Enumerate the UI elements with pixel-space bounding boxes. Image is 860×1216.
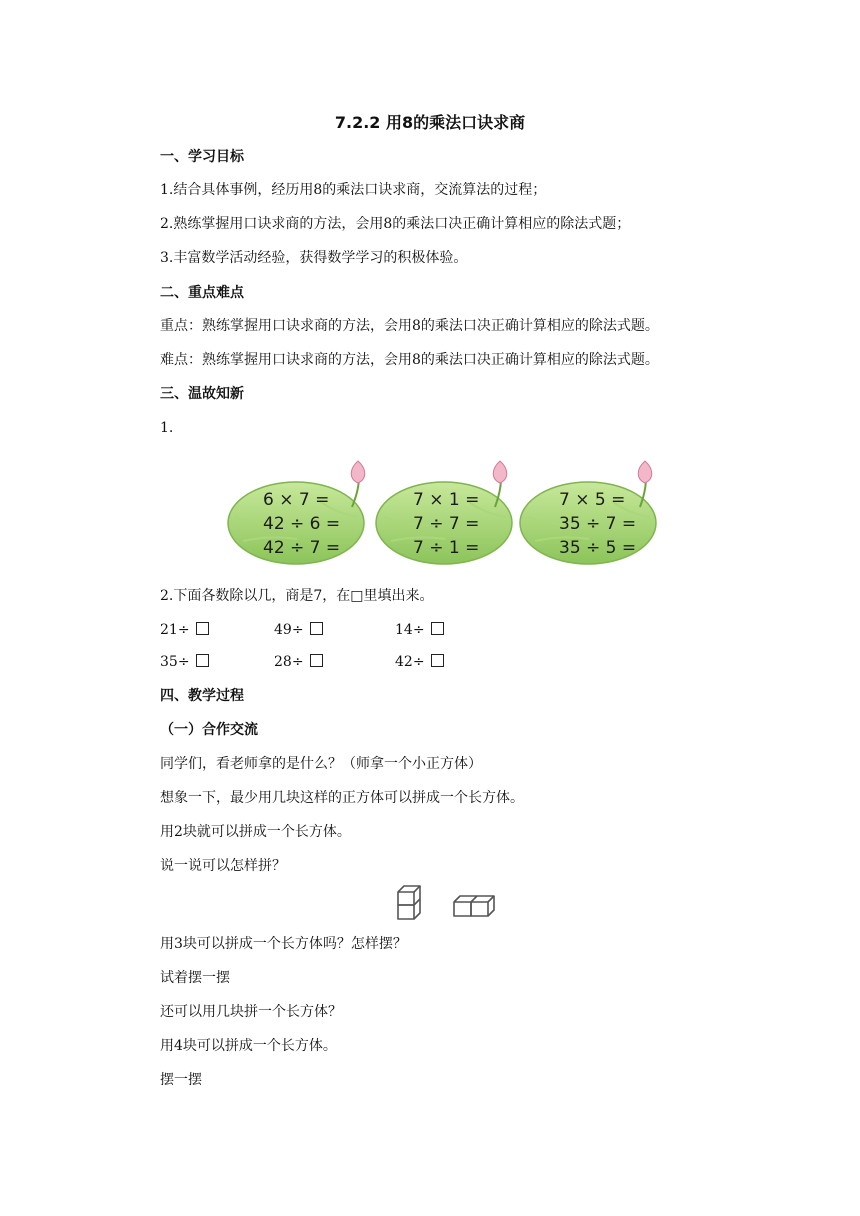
- answer-box[interactable]: [310, 654, 323, 667]
- question-2: 2.下面各数除以几，商是7，在□里填出来。: [160, 588, 434, 604]
- page-title: 7.2.2 用8的乘法口诀求商: [334, 113, 526, 132]
- dividend-expression: 14÷: [395, 622, 425, 638]
- process-line-3: 用2块就可以拼成一个长方体。: [160, 824, 351, 840]
- after-line-3: 还可以用几块拼一个长方体？: [160, 1004, 342, 1020]
- section-heading-process: 四、教学过程: [160, 688, 244, 704]
- section-heading-goals: 一、学习目标: [160, 149, 244, 165]
- vertical-cubes: [398, 886, 420, 919]
- leaf-3-line-2: 35 ÷ 7 =: [559, 514, 637, 534]
- answer-box[interactable]: [431, 654, 444, 667]
- goal-item-1: 1.结合具体事例，经历用8的乘法口诀求商，交流算法的过程；: [160, 182, 547, 198]
- goal-item-2: 2.熟练掌握用口诀求商的方法，会用8的乘法口决正确计算相应的除法式题；: [160, 216, 631, 232]
- answer-box[interactable]: [196, 654, 209, 667]
- process-line-4: 说一说可以怎样拼？: [160, 858, 286, 874]
- difficulty-text: 难点：熟练掌握用口诀求商的方法，会用8的乘法口决正确计算相应的除法式题。: [160, 352, 659, 368]
- after-line-1: 用3块可以拼成一个长方体吗？怎样摆？: [160, 936, 407, 952]
- question-1-number: 1.: [160, 420, 174, 436]
- answer-box[interactable]: [196, 622, 209, 635]
- section-heading-key: 二、重点难点: [160, 285, 244, 301]
- after-line-2: 试着摆一摆: [160, 970, 230, 986]
- dividend-expression: 35÷: [160, 654, 190, 670]
- dividend-expression: 49÷: [274, 622, 304, 638]
- division-item: [274, 652, 323, 672]
- subsection-heading: （一）合作交流: [160, 722, 258, 738]
- division-item: [160, 652, 209, 672]
- dividend-expression: 28÷: [274, 654, 304, 670]
- after-line-4: 用4块可以拼成一个长方体。: [160, 1038, 337, 1054]
- leaf-1-line-2: 42 ÷ 6 =: [263, 514, 341, 534]
- horizontal-cubes: [454, 896, 494, 916]
- cubes-figure: [392, 884, 498, 924]
- lily-pad-1: [228, 461, 365, 564]
- section-heading-review: 三、温故知新: [160, 386, 244, 402]
- division-item: [395, 652, 444, 672]
- lily-pad-figure: [225, 455, 665, 570]
- dividend-expression: 21÷: [160, 622, 190, 638]
- leaf-3-line-3: 35 ÷ 5 =: [559, 538, 637, 558]
- division-item: [160, 620, 209, 640]
- answer-box[interactable]: [310, 622, 323, 635]
- leaf-2-line-1: 7 × 1 =: [413, 490, 480, 510]
- lily-pad-3: [520, 461, 656, 564]
- goal-item-3: 3.丰富数学活动经验，获得数学学习的积极体验。: [160, 250, 468, 266]
- leaf-1-line-1: 6 × 7 =: [263, 490, 330, 510]
- leaf-1-line-3: 42 ÷ 7 =: [263, 538, 341, 558]
- leaf-2-line-2: 7 ÷ 7 =: [413, 514, 480, 534]
- dividend-expression: 42÷: [395, 654, 425, 670]
- answer-box[interactable]: [431, 622, 444, 635]
- leaf-2-line-3: 7 ÷ 1 =: [413, 538, 480, 558]
- process-line-1: 同学们，看老师拿的是什么？（师拿一个小正方体）: [160, 756, 482, 772]
- process-line-2: 想象一下，最少用几块这样的正方体可以拼成一个长方体。: [160, 790, 524, 806]
- division-item: [395, 620, 444, 640]
- after-line-5: 摆一摆: [160, 1072, 202, 1088]
- focus-text: 重点：熟练掌握用口诀求商的方法，会用8的乘法口决正确计算相应的除法式题。: [160, 318, 659, 334]
- division-item: [274, 620, 323, 640]
- leaf-3-line-1: 7 × 5 =: [559, 490, 626, 510]
- lily-pad-2: [376, 461, 512, 564]
